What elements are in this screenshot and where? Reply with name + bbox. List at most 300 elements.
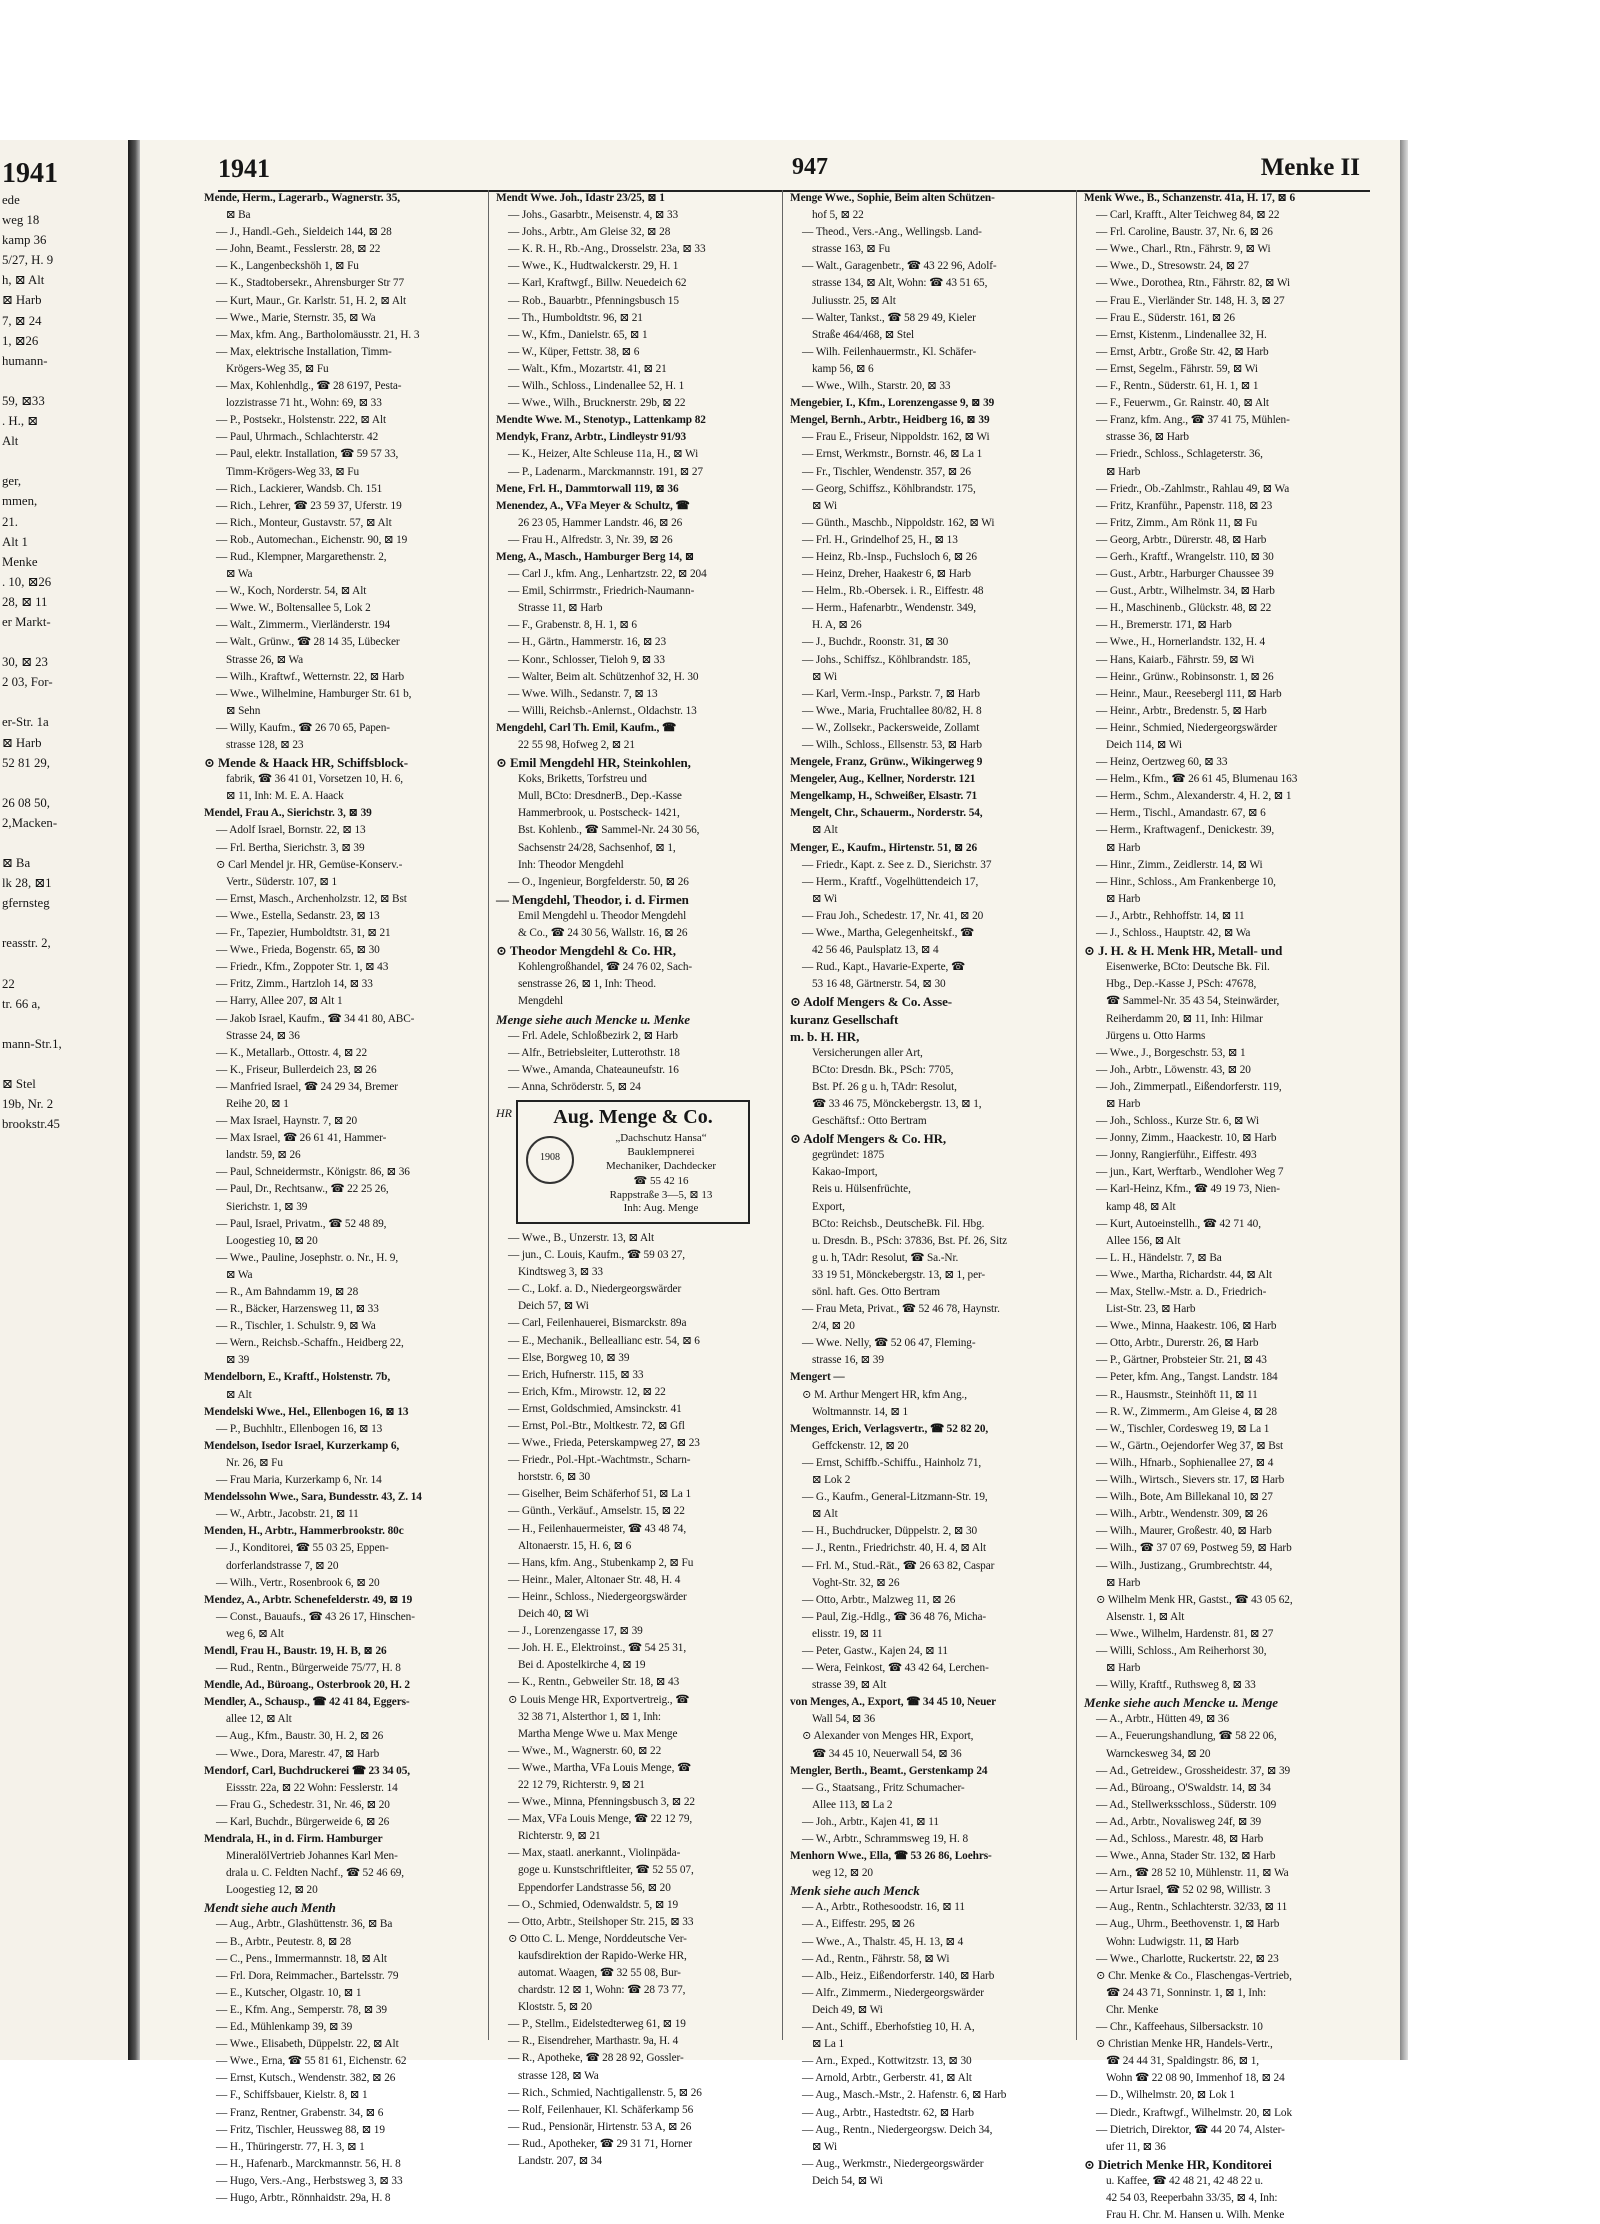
directory-entry: — F., Schiffsbauer, Kielstr. 8, ⊠ 1 (216, 2089, 368, 2102)
directory-entry: — Heinz, Oertzweg 60, ⊠ 33 (1096, 756, 1228, 769)
previous-page-line: humann- (2, 353, 48, 368)
directory-entry: — Frau E., Süderstr. 161, ⊠ 26 (1096, 311, 1235, 324)
directory-entry: — Emil, Schirrmstr., Friedrich-Naumann- (508, 585, 695, 598)
surname-entry: Menendez, A., ⅤFa Meyer & Schultz, ☎ (496, 499, 690, 512)
directory-entry: — Aug., Kfm., Baustr. 30, H. 2, ⊠ 26 (216, 1730, 384, 1743)
directory-entry: — Wwe., Erna, ☎ 55 81 61, Eichenstr. 62 (216, 2055, 407, 2068)
directory-entry: ⊠ Ba (226, 209, 251, 222)
directory-entry: Martha Menge Wwe u. Max Menge (518, 1727, 678, 1740)
surname-entry: Mendel, Frau A., Sierichstr. 3, ⊠ 39 (204, 807, 372, 820)
previous-page-line: 26 08 50, (2, 795, 50, 810)
directory-entry: — Rud., Pensionär, Hirtenstr. 53 A, ⊠ 26 (508, 2120, 692, 2133)
directory-entry: — K. R. H., Rb.-Ang., Drosselstr. 23a, ⊠ 33 (508, 243, 706, 256)
directory-entry: — Wern., Reichsb.-Schaffn., Heidberg 22, (216, 1337, 404, 1350)
directory-entry: elisstr. 19, ⊠ 11 (812, 1627, 883, 1640)
firm-entry: m. b. H. HR, (790, 1028, 860, 1044)
directory-entry: — Wwe., M., Wagnerstr. 60, ⊠ 22 (508, 1744, 662, 1757)
directory-entry: — Fr., Tapezier, Humboldtstr. 31, ⊠ 21 (216, 927, 391, 940)
previous-page-line (0, 451, 128, 471)
directory-entry: Landstr. 207, ⊠ 34 (518, 2155, 602, 2168)
directory-entry: — Ed., Mühlenkamp 39, ⊠ 39 (216, 2021, 353, 2034)
directory-entry: Wall 54, ⊠ 36 (812, 1713, 876, 1726)
directory-entry: Reihe 20, ⊠ 1 (226, 1097, 289, 1110)
directory-entry: — Arn., Exped., Kottwitzstr. 13, ⊠ 30 (802, 2055, 972, 2068)
directory-entry: Bst. Kohlenb., ☎ Sammel-Nr. 24 30 56, (518, 824, 700, 837)
previous-page-line (0, 371, 128, 391)
directory-entry: — Wwe., Estella, Sedanstr. 23, ⊠ 13 (216, 909, 380, 922)
directory-entry: — A., Arbtr., Hütten 49, ⊠ 36 (1096, 1713, 1230, 1726)
directory-entry: Sierichstr. 1, ⊠ 39 (226, 1200, 308, 1213)
directory-entry: — W., Zollsekr., Packersweide, Zollamt (802, 721, 980, 734)
directory-entry: — Hinr., Schloss., Am Frankenberge 10, (1096, 875, 1276, 888)
advertisement-line: Inh: Aug. Menge (623, 1201, 699, 1214)
directory-entry: — K., Stadtobersekr., Ahrensburger Str 77 (216, 277, 405, 290)
directory-entry: MineralölVertrieb Johannes Karl Men- (226, 1850, 398, 1863)
directory-entry: — P., Postsekr., Holstenstr. 222, ⊠ Alt (216, 414, 387, 427)
directory-entry: — Max, Stellw.-Mstr. a. D., Friedrich- (1096, 1286, 1267, 1298)
directory-entry: Richterstr. 9, ⊠ 21 (518, 1830, 601, 1843)
directory-entry: — Wilh., Arbtr., Wendenstr. 309, ⊠ 26 (1096, 1508, 1268, 1521)
directory-entry: strasse 128, ⊠ 23 (226, 739, 304, 751)
directory-entry: — H., Bremerstr. 171, ⊠ Harb (1096, 619, 1232, 632)
directory-entry: 42 56 46, Paulsplatz 13, ⊠ 4 (812, 944, 939, 957)
directory-entry: weg 6, ⊠ Alt (226, 1627, 284, 1640)
previous-page-line: gfernsteg (2, 896, 50, 911)
directory-entry: — Wilh. Feilenhauermstr., Kl. Schäfer- (802, 345, 977, 358)
firm-entry: ⊙ Emil Mengdehl HR, Steinkohlen, (496, 755, 691, 771)
previous-page-line: brookstr.45 (2, 1117, 60, 1132)
directory-entry: — Wilh., Schloss., Lindenallee 52, H. 1 (508, 380, 685, 393)
directory-entry: — Aug., Arbtr., Glashüttenstr. 36, ⊠ Ba (216, 1918, 393, 1931)
directory-entry: Warnckesweg 34, ⊠ 20 (1106, 1747, 1211, 1760)
directory-entry: — Manfried Israel, ☎ 24 29 34, Bremer (216, 1080, 398, 1093)
surname-entry: Mendorf, Carl, Buchdruckerei ☎ 23 34 05, (204, 1764, 410, 1777)
page-header (218, 148, 1380, 192)
directory-entry: — Karl, Verm.-Insp., Parkstr. 7, ⊠ Harb (802, 687, 980, 700)
directory-entry: ⊠ 11, Inh: M. E. A. Haack (226, 790, 344, 803)
directory-entry: Allee 113, ⊠ La 2 (812, 1798, 893, 1811)
directory-entry: — K., Rentn., Gebweiler Str. 18, ⊠ 43 (508, 1676, 680, 1689)
directory-entry: — Wilh., Schloss., Ellsenstr. 53, ⊠ Harb (802, 739, 982, 751)
directory-entry: Reiherdamm 20, ⊠ 11, Inh: Hilmar (1106, 1012, 1263, 1025)
previous-page-line: ⊠ Ba (2, 856, 31, 871)
column-divider (1076, 190, 1077, 2040)
surname-entry: Mengelt, Chr., Schauerm., Norderstr. 54, (790, 807, 983, 820)
advertisement-line: Mechaniker, Dachdecker (605, 1159, 717, 1172)
directory-entry: 42 54 03, Reeperbahn 33/35, ⊠ 4, Inh: (1106, 2191, 1278, 2204)
directory-entry: — E., Kfm. Ang., Semperstr. 78, ⊠ 39 (216, 2003, 387, 2016)
directory-entry: — Arnold, Arbtr., Gerberstr. 41, ⊠ Alt (802, 2072, 972, 2085)
directory-entry: — Wwe., Minna, Haakestr. 106, ⊠ Harb (1096, 1320, 1277, 1333)
directory-entry: — Ernst, Kistenm., Lindenallee 32, H. (1096, 328, 1267, 341)
directory-entry: — Gerh., Kraftf., Wrangelstr. 110, ⊠ 30 (1096, 550, 1274, 563)
directory-entry: List-Str. 23, ⊠ Harb (1106, 1303, 1196, 1316)
directory-entry: — Wwe., Dora, Marestr. 47, ⊠ Harb (216, 1747, 380, 1760)
directory-entry: — W., Tischler, Cordesweg 19, ⊠ La 1 (1096, 1422, 1270, 1435)
surname-entry: Mendelborn, E., Kraftf., Holstenstr. 7b, (204, 1371, 391, 1384)
surname-entry: Mengebier, I., Kfm., Lorenzengasse 9, ⊠ 39 (790, 397, 995, 410)
directory-entry: — O., Ingenieur, Borgfelderstr. 50, ⊠ 26 (508, 875, 689, 888)
previous-page-line: 52 81 29, (2, 755, 50, 770)
directory-entry: 22 12 79, Richterstr. 9, ⊠ 21 (518, 1778, 645, 1791)
directory-entry: — E., Mechanik., Belleallianc estr. 54, ⊠ 6 (508, 1334, 700, 1347)
directory-entry: — Frl. Bertha, Sierichstr. 3, ⊠ 39 (216, 841, 365, 854)
directory-entry: — H., Thüringerstr. 77, H. 3, ⊠ 1 (216, 2140, 365, 2153)
directory-entry: — Wwe., Elisabeth, Düppelstr. 22, ⊠ Alt (216, 2038, 399, 2051)
previous-page-line: 59, ⊠33 (2, 393, 45, 408)
directory-entry: — Max, staatl. anerkannt., Violinpäda- (508, 1847, 681, 1860)
directory-entry: — Ad., Rentn., Fährstr. 58, ⊠ Wi (802, 1952, 950, 1965)
directory-entry: — D., Wilhelmstr. 20, ⊠ Lok 1 (1096, 2089, 1235, 2102)
directory-entry: Geschäftsf.: Otto Bertram (812, 1115, 927, 1128)
advertisement-line: Rappstraße 3—5, ⊠ 13 (609, 1188, 713, 1201)
directory-entry: chardstr. 12 ⊠ 1, Wohn: ☎ 28 73 77, (518, 1984, 686, 1997)
directory-entry: 2/4, ⊠ 20 (812, 1320, 855, 1333)
directory-entry: — Heinz, Rb.-Insp., Fuchsloch 6, ⊠ 26 (802, 550, 977, 563)
directory-entry: — Frau E., Friseur, Nippoldstr. 162, ⊠ Wi (802, 431, 990, 444)
directory-entry: — Günth., Maschb., Nippoldstr. 162, ⊠ Wi (802, 516, 995, 529)
directory-entry: — Wwe., Charl., Rtn., Fährstr. 9, ⊠ Wi (1096, 243, 1271, 256)
directory-entry: u. Kaffee, ☎ 42 48 21, 42 48 22 u. (1106, 2174, 1263, 2187)
surname-entry: Mendelski Wwe., Hel., Ellenbogen 16, ⊠ 13 (204, 1405, 409, 1418)
directory-entry: — Rich., Monteur, Gustavstr. 57, ⊠ Alt (216, 516, 392, 529)
advertisement-title: Aug. Menge & Co. (553, 1105, 713, 1128)
directory-entry: ⊠ Alt (812, 1508, 838, 1521)
directory-entry: ⊠ Wi (812, 670, 838, 683)
directory-entry: — Alb., Heiz., Eißendorferstr. 140, ⊠ Harb (802, 1969, 995, 1982)
directory-entry: Altonaerstr. 15, H. 6, ⊠ 6 (518, 1539, 632, 1552)
directory-entry: — P., Ladenarm., Marckmannstr. 191, ⊠ 27 (508, 465, 703, 478)
directory-entry: — Franz, kfm. Ang., ☎ 37 41 75, Mühlen- (1096, 414, 1290, 427)
directory-entry: — O., Schmied, Odenwaldstr. 5, ⊠ 19 (508, 1898, 679, 1911)
directory-entry: weg 12, ⊠ 20 (812, 1867, 873, 1880)
directory-entry: — Alfr., Betriebsleiter, Lutterothstr. 18 (508, 1046, 680, 1059)
directory-entry: — Erich, Kfm., Mirowstr. 12, ⊠ 22 (508, 1385, 666, 1398)
directory-entry: — Carl, Feilenhauerei, Bismarckstr. 89a (508, 1317, 687, 1330)
surname-entry: Mene, Frl. H., Dammtorwall 119, ⊠ 36 (496, 482, 679, 495)
directory-entry: Krögers-Weg 35, ⊠ Fu (226, 362, 329, 375)
directory-entry: — Wwe., J., Borgeschstr. 53, ⊠ 1 (1096, 1046, 1246, 1059)
directory-entry: — J., Arbtr., Rehhoffstr. 14, ⊠ 11 (1096, 909, 1245, 922)
previous-page-line: 19b, Nr. 2 (2, 1097, 54, 1112)
directory-entry: — Ernst, Goldschmied, Amsinckstr. 41 (508, 1402, 682, 1415)
directory-entry: Mull, BCto: DresdnerB., Dep.-Kasse (518, 790, 682, 803)
directory-entry: sönl. haft. Ges. Otto Bertram (812, 1286, 940, 1298)
directory-entry: — J., Schloss., Hauptstr. 42, ⊠ Wa (1096, 927, 1251, 940)
directory-entry: g u. h, TAdr: Resolut, ☎ Sa.-Nr. (812, 1251, 959, 1264)
directory-entry: — A., Eiffestr. 295, ⊠ 26 (802, 1918, 915, 1931)
directory-entry: — W., Küper, Fettstr. 38, ⊠ 6 (508, 345, 640, 358)
directory-entry: — Wilh., Wirtsch., Sievers str. 17, ⊠ Harb (1096, 1474, 1285, 1487)
previous-page-line: 7, ⊠ 24 (2, 313, 42, 328)
directory-entry: — Anna, Schröderstr. 5, ⊠ 24 (508, 1080, 641, 1093)
previous-page-line: mmen, (2, 494, 38, 509)
directory-entry: — Joh., Zimmerpatl., Eißendorferstr. 119, (1096, 1080, 1282, 1093)
directory-entry: — Wwe., Anna, Stader Str. 132, ⊠ Harb (1096, 1850, 1276, 1863)
directory-entry: — Heinr., Schloss., Niedergeorgswärder (508, 1590, 687, 1603)
directory-entry: — R., Eisendreher, Marthastr. 9a, H. 4 (508, 2035, 679, 2048)
directory-entry: — Ernst, Segelm., Fährstr. 59, ⊠ Wi (1096, 362, 1258, 375)
directory-entry: — Herm., Tischl., Amandastr. 67, ⊠ 6 (1096, 807, 1266, 820)
directory-entry: — Paul, Dr., Rechtsanw., ☎ 22 25 26, (216, 1183, 389, 1196)
directory-entry: — Frau Joh., Schedestr. 17, Nr. 41, ⊠ 20 (802, 909, 984, 922)
directory-entry: ⊠ Lok 2 (812, 1474, 851, 1487)
directory-page (140, 140, 1400, 2222)
surname-entry: Mendyk, Franz, Arbtr., Lindleystr 91/93 (496, 431, 687, 444)
directory-entry: — Wwe., Martha, Richardstr. 44, ⊠ Alt (1096, 1268, 1272, 1281)
directory-entry: — Fritz, Zimm., Am Rönk 11, ⊠ Fu (1096, 516, 1258, 529)
directory-entry: — Herm., Kraftf., Vogelhüttendeich 17, (802, 875, 979, 888)
directory-entry: — Hans, kfm. Ang., Stubenkamp 2, ⊠ Fu (508, 1556, 694, 1569)
directory-entry: — W., Arbtr., Jacobstr. 21, ⊠ 11 (216, 1508, 359, 1521)
directory-entry: Alsenstr. 1, ⊠ Alt (1106, 1610, 1185, 1623)
directory-entry: — R., Tischler, 1. Schulstr. 9, ⊠ Wa (216, 1320, 376, 1333)
directory-entry: — R., Am Bahndamm 19, ⊠ 28 (216, 1286, 359, 1298)
directory-entry: — Hugo, Vers.-Ang., Herbstsweg 3, ⊠ 33 (216, 2174, 403, 2187)
directory-entry: fabrik, ☎ 36 41 01, Vorsetzen 10, H. 6, (226, 773, 403, 786)
directory-entry: u. Dresdn. B., PSch: 37836, Bst. Pf. 26, Sitz (812, 1234, 1008, 1247)
advertisement-hr-mark: HR (496, 1105, 512, 1120)
previous-page-line: 28, ⊠ 11 (2, 594, 48, 609)
directory-entry: landstr. 59, ⊠ 26 (226, 1149, 301, 1162)
directory-entry: ☎ 33 46 75, Mönckebergstr. 13, ⊠ 1, (812, 1097, 982, 1110)
page-number: 947 (792, 154, 828, 180)
surname-entry: Mendl, Frau H., Baustr. 19, H. B, ⊠ 26 (204, 1644, 387, 1657)
previous-page-line: 21. (2, 514, 18, 529)
firm-entry: ⊙ Adolf Mengers & Co. Asse- (790, 994, 953, 1010)
surname-entry: Mendrala, H., in d. Firm. Hamburger (204, 1833, 383, 1845)
previous-page-line: . 10, ⊠26 (2, 574, 52, 589)
directory-entry: Hbg., Dep.-Kasse J, PSch: 47678, (1106, 978, 1257, 991)
directory-entry: — Rob., Bauarbtr., Pfenningsbusch 15 (508, 294, 679, 307)
directory-entry: — Jonny, Zimm., Haackestr. 10, ⊠ Harb (1096, 1132, 1277, 1145)
directory-entry: ⊠ Harb (1106, 1662, 1141, 1675)
directory-entry: ⊠ Harb (1106, 1576, 1141, 1589)
directory-entry: 22 55 98, Hofweg 2, ⊠ 21 (518, 739, 635, 751)
directory-entry: ⊙ Chr. Menke & Co., Flaschengas-Vertrieb, (1096, 1969, 1292, 1982)
directory-entry: — Harry, Allee 207, ⊠ Alt 1 (216, 995, 343, 1008)
directory-entry: — Herm., Kraftwagenf., Denickestr. 39, (1096, 824, 1275, 837)
directory-entry: — Erich, Hufnerstr. 115, ⊠ 33 (508, 1368, 644, 1381)
directory-entry: Juliusstr. 25, ⊠ Alt (812, 294, 896, 307)
directory-entry: — Johs., Arbtr., Am Gleise 32, ⊠ 28 (508, 226, 671, 239)
directory-entry: — Max Israel, ☎ 26 61 41, Hammer- (216, 1132, 387, 1145)
directory-entry: — Giselher, Beim Schäferhof 51, ⊠ La 1 (508, 1488, 692, 1501)
directory-entry: — Rud., Kapt., Havarie-Experte, ☎ (802, 961, 965, 974)
firm-entry: kuranz Gesellschaft (790, 1011, 899, 1027)
previous-page-strip (0, 140, 128, 2060)
directory-entry: — Karl-Heinz, Kfm., ☎ 49 19 73, Nien- (1096, 1183, 1280, 1196)
directory-entry: — Herm., Hafenarbtr., Wendenstr. 349, (802, 602, 977, 615)
directory-entry: — Ad., Büroang., O'Swaldstr. 14, ⊠ 34 (1096, 1781, 1271, 1794)
directory-entry: — Hinr., Zimm., Zeidlerstr. 14, ⊠ Wi (1096, 858, 1263, 871)
directory-entry: — J., Rentn., Friedrichstr. 40, H. 4, ⊠ Alt (802, 1542, 987, 1555)
previous-page-line: er Markt- (2, 614, 51, 629)
directory-entry: — K., Langenbeckshöh 1, ⊠ Fu (216, 260, 359, 273)
directory-entry: — Walt., Grünw., ☎ 28 14 35, Lübecker (216, 636, 400, 649)
directory-entry: Inh: Theodor Mengdehl (518, 858, 624, 871)
directory-entry: — Gust., Arbtr., Harburger Chaussee 39 (1096, 568, 1274, 581)
previous-page-line: Alt 1 (2, 534, 28, 549)
surname-entry: Mendler, A., Schausp., ☎ 42 41 84, Eggers- (204, 1696, 410, 1709)
directory-entry: Versicherungen aller Art, (812, 1046, 923, 1059)
directory-entry: — Kurt, Autoeinstellh., ☎ 42 71 40, (1096, 1217, 1261, 1230)
directory-entry: — F., Rentn., Süderstr. 61, H. 1, ⊠ 1 (1096, 380, 1259, 393)
directory-entry: Deich 57, ⊠ Wi (518, 1300, 589, 1313)
running-head: Menke II (1260, 154, 1360, 181)
directory-entry: — Walt., Zimmerm., Vierländerstr. 194 (216, 619, 391, 632)
previous-page-line: 1, ⊠26 (2, 333, 39, 348)
directory-entry: — Ad., Schloss., Marestr. 48, ⊠ Harb (1096, 1833, 1264, 1845)
surname-entry: Menhorn Wwe., Ella, ☎ 53 26 86, Loehrs- (790, 1850, 992, 1863)
directory-entry: Mengdehl (518, 995, 564, 1008)
directory-entry: — Wwe., Minna, Pfenningsbusch 3, ⊠ 22 (508, 1796, 695, 1809)
directory-entry: dorferlandstrasse 7, ⊠ 20 (226, 1559, 339, 1572)
directory-entry: — Frl. M., Stud.-Rät., ☎ 26 63 82, Caspar (802, 1559, 995, 1572)
directory-entry: — Wwe., Wilhelm, Hardenstr. 81, ⊠ 27 (1096, 1627, 1274, 1640)
directory-entry: — Wwe., Marie, Sternstr. 35, ⊠ Wa (216, 311, 376, 324)
directory-entry: ⊙ Alexander von Menges HR, Export, (802, 1730, 974, 1743)
directory-entry: — Max Israel, Haynstr. 7, ⊠ 20 (216, 1115, 358, 1128)
directory-entry: — Aug., Rentn., Schlachterstr. 32/33, ⊠ 11 (1096, 1901, 1288, 1914)
column-divider (488, 190, 489, 2040)
previous-page-line (0, 833, 128, 853)
directory-entry: — Joh., Schloss., Kurze Str. 6, ⊠ Wi (1096, 1115, 1260, 1128)
directory-entry: — H., Feilenhauermeister, ☎ 43 48 74, (508, 1522, 687, 1535)
directory-entry: — Ant., Schiff., Eberhofstieg 10, H. A, (802, 2021, 975, 2034)
directory-entry: ⊠ 39 (226, 1354, 250, 1367)
directory-entry: — Else, Borgweg 10, ⊠ 39 (508, 1351, 630, 1364)
previous-page-line (0, 773, 128, 793)
surname-entry: Mengele, Franz, Grünw., Wikingerweg 9 (790, 756, 983, 769)
directory-entry: ⊠ Wi (812, 499, 838, 512)
directory-entry: kamp 48, ⊠ Alt (1106, 1200, 1176, 1213)
directory-entry: BCto: Dresdn. Bk., PSch: 7705, (812, 1063, 954, 1076)
directory-entry: Export, (812, 1200, 845, 1213)
directory-entry: Strasse 24, ⊠ 36 (226, 1029, 300, 1042)
directory-entry: Loogestieg 10, ⊠ 20 (226, 1234, 318, 1247)
directory-entry: — Wwe., Martha, ⅤFa Louis Menge, ☎ (508, 1761, 692, 1774)
directory-entry: — Ernst, Schiffb.-Schiffu., Hainholz 71, (802, 1456, 982, 1469)
previous-page-line: 5/27, H. 9 (2, 253, 54, 268)
directory-entry: Wohn ☎ 22 08 90, Immenhof 18, ⊠ 24 (1106, 2072, 1285, 2085)
directory-entry: — Heinz, Dreher, Haakestr 6, ⊠ Harb (802, 568, 971, 581)
directory-entry: Kindtsweg 3, ⊠ 33 (518, 1266, 603, 1279)
directory-entry: ⊠ Wi (812, 892, 838, 905)
directory-entry: Eppendorfer Landstrasse 56, ⊠ 20 (518, 1881, 671, 1894)
directory-entry: — Jonny, Rangierführ., Eiffestr. 493 (1096, 1149, 1257, 1162)
directory-entry: — H., Hafenarb., Marckmannstr. 56, H. 8 (216, 2157, 401, 2170)
directory-entry: — Max, elektrische Installation, Timm- (216, 345, 392, 358)
directory-entry: — R., Bäcker, Harzensweg 11, ⊠ 33 (216, 1303, 379, 1316)
directory-entry: — Wwe., Dorothea, Rtn., Fährstr. 82, ⊠ Wi (1096, 277, 1291, 290)
directory-entry: allee 12, ⊠ Alt (226, 1713, 292, 1726)
surname-entry: von Menges, A., Export, ☎ 34 45 10, Neuer (790, 1696, 997, 1709)
directory-entry: — Walter, Beim alt. Schützenhof 32, H. 30 (508, 670, 699, 683)
column-1 (204, 190, 479, 2204)
directory-entry: gegründet: 1875 (812, 1149, 885, 1162)
directory-entry: lozzistrasse 71 ht., Wohn: 69, ⊠ 33 (226, 397, 382, 410)
directory-entry: — Gust., Arbtr., Wilhelmstr. 34, ⊠ Harb (1096, 585, 1275, 598)
surname-entry: Mendt siehe auch Menth (204, 1900, 336, 1916)
previous-page-line: weg 18 (2, 213, 40, 228)
surname-entry: Mengeler, Aug., Kellner, Norderstr. 121 (790, 773, 976, 786)
directory-entry: strasse 128, ⊠ Wa (518, 2069, 599, 2082)
directory-entry: — Friedr., Ob.-Zahlmstr., Rahlau 49, ⊠ Wa (1096, 482, 1290, 495)
book-gutter (128, 140, 140, 2060)
directory-entry: — R., Hausmstr., Steinhöft 11, ⊠ 11 (1096, 1388, 1258, 1401)
directory-entry: — P., Stellm., Eidelstedterweg 61, ⊠ 19 (508, 2018, 686, 2031)
directory-entry: — C., Pens., Immermannstr. 18, ⊠ Alt (216, 1952, 387, 1965)
directory-entry: — Wwe., Pauline, Josephstr. o. Nr., H. 9, (216, 1251, 399, 1264)
directory-entry: — Max, ⅤFa Louis Menge, ☎ 22 12 79, (508, 1813, 693, 1826)
directory-entry: ⊠ Harb (1106, 841, 1141, 854)
directory-entry: ⊠ Sehn (226, 704, 261, 717)
directory-entry: 32 38 71, Alsterthor 1, ⊠ 1, Inh: (518, 1710, 661, 1723)
directory-entry: Wohn: Ludwigstr. 11, ⊠ Harb (1106, 1935, 1239, 1948)
column-divider (782, 190, 783, 2040)
directory-entry: ⊠ La 1 (812, 2038, 845, 2051)
directory-entry: Strasse 26, ⊠ Wa (226, 653, 304, 666)
directory-entry: kaufsdirektion der Rapido-Werke HR, (518, 1949, 687, 1962)
surname-entry: Menger, E., Kaufm., Hirtenstr. 51, ⊠ 26 (790, 841, 978, 854)
directory-entry: — Frl. Caroline, Baustr. 37, Nr. 6, ⊠ 26 (1096, 226, 1273, 239)
directory-entry: — Frau G., Schedestr. 31, Nr. 46, ⊠ 20 (216, 1798, 390, 1811)
column-4 (1084, 190, 1359, 2222)
surname-entry: Menk Wwe., B., Schanzenstr. 41a, H. 17, ⊠ 6 (1084, 192, 1296, 204)
directory-entry: — Kurt, Maur., Gr. Karlstr. 51, H. 2, ⊠ Alt (216, 294, 406, 307)
directory-entry: Straße 464/468, ⊠ Stel (812, 328, 915, 341)
directory-entry: — Wwe., A., Thalstr. 45, H. 13, ⊠ 4 (802, 1935, 964, 1948)
directory-entry: — Wwe., H., Hornerlandstr. 132, H. 4 (1096, 636, 1266, 649)
directory-entry: — Rob., Automechan., Eichenstr. 90, ⊠ 19 (216, 533, 408, 546)
directory-entry: Emil Mengdehl u. Theodor Mengdehl (518, 909, 687, 922)
directory-entry: goge u. Kunstschriftleiter, ☎ 52 55 07, (518, 1864, 694, 1877)
directory-entry: — Aug., Werkmstr., Niedergeorgswärder (802, 2157, 984, 2170)
previous-page-line (0, 632, 128, 652)
directory-entry: ⊠ Harb (1106, 1097, 1141, 1110)
directory-entry: — Wwe., Amanda, Chateauneufstr. 16 (508, 1063, 679, 1076)
directory-entry: Sachsenstr 24/28, Sachsenhof, ⊠ 1, (518, 841, 676, 854)
previous-page-line: ⊠ Stel (2, 1077, 36, 1092)
directory-entry: — Joh., Arbtr., Kajen 41, ⊠ 11 (802, 1815, 939, 1828)
previous-page-line: 2,Macken- (2, 815, 58, 830)
directory-entry: — Rud., Klempner, Margarethenstr. 2, (216, 550, 387, 563)
directory-entry: — Wilh., Hfnarb., Sophienallee 27, ⊠ 4 (1096, 1456, 1274, 1469)
directory-entry: — Johs., Schiffsz., Köhlbrandstr. 185, (802, 653, 971, 666)
directory-entry: H. A, ⊠ 26 (812, 619, 862, 632)
directory-entry: — Hugo, Arbtr., Rönnhaidstr. 29a, H. 8 (216, 2191, 391, 2204)
directory-entry: ⊙ Otto C. L. Menge, Norddeutsche Ver- (508, 1932, 687, 1945)
directory-entry: — Wilh., Vertr., Rosenbrook 6, ⊠ 20 (216, 1576, 380, 1589)
directory-entry: — Ad., Stellwerksschloss., Süderstr. 109 (1096, 1798, 1277, 1811)
directory-entry: — Peter, Gastw., Kajen 24, ⊠ 11 (802, 1644, 948, 1657)
surname-entry: Menge siehe auch Mencke u. Menke (496, 1011, 690, 1027)
directory-entry: BCto: Reichsb., DeutscheBk. Fil. Hbg. (812, 1217, 985, 1230)
directory-entry: — Wilh., Maurer, Großestr. 40, ⊠ Harb (1096, 1525, 1272, 1538)
directory-entry: — jun., C. Louis, Kaufm., ☎ 59 03 27, (508, 1249, 685, 1262)
directory-entry: — Fritz, Zimm., Hartzloh 14, ⊠ 33 (216, 978, 373, 991)
directory-entry: — Wilh., ☎ 37 07 69, Postweg 59, ⊠ Harb (1096, 1542, 1292, 1555)
directory-entry: — Frau E., Vierländer Str. 148, H. 3, ⊠ 27 (1096, 294, 1285, 307)
directory-entry: Hammerbrook, u. Postscheck- 1421, (518, 807, 680, 820)
directory-entry: ⊠ Alt (226, 1388, 252, 1401)
directory-entry: — H., Buchdrucker, Düppelstr. 2, ⊠ 30 (802, 1525, 978, 1538)
directory-entry: — R. W., Zimmerm., Am Gleise 4, ⊠ 28 (1096, 1405, 1277, 1418)
previous-page-line: er-Str. 1a (2, 715, 49, 730)
directory-entry: — Karl, Kraftwgf., Billw. Neuedeich 62 (508, 277, 687, 290)
directory-entry: Woltmannstr. 14, ⊠ 1 (812, 1405, 908, 1418)
